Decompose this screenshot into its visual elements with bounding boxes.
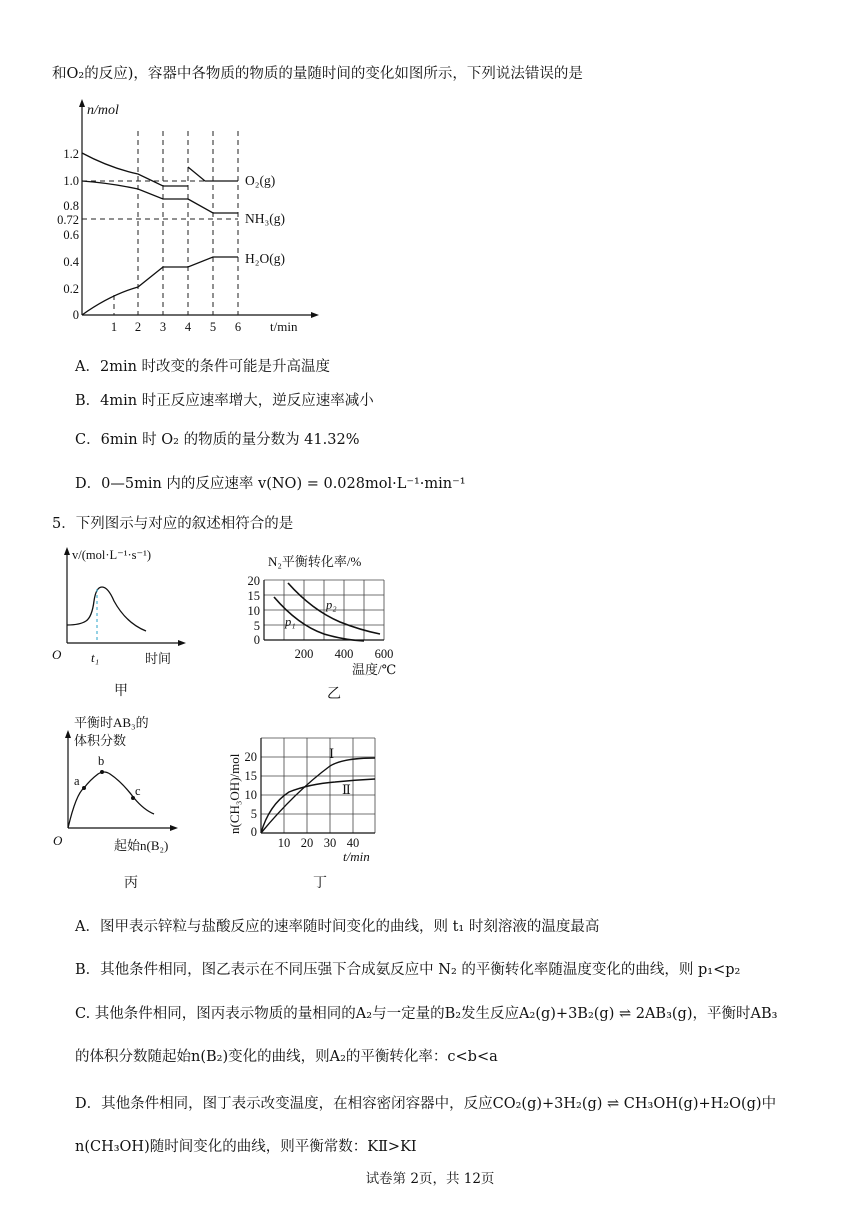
q4-xtick: 2 (134, 320, 142, 334)
fig-ding (225, 730, 395, 865)
q4-ytick: 0.4 (63, 255, 79, 269)
fig-ding-caption: 丁 (313, 875, 327, 891)
q5-option-d-line2: n(CH₃OH)随时间变化的曲线，则平衡常数：KⅡ>KⅠ (75, 1139, 417, 1155)
q5-option-d-line1: D．其他条件相同，图丁表示改变温度，在相容密闭容器中，反应CO₂(g)+3H₂(g) ⇌ CH₃OH(g)+H₂O(g)中 (75, 1096, 777, 1112)
q4-option-a: A．2min 时改变的条件可能是升高温度 (75, 359, 331, 375)
fig-yi-ytick: 0 (253, 633, 260, 647)
fig-bing-caption: 丙 (124, 875, 138, 891)
fig-ding-curve-1: Ⅰ (329, 746, 335, 761)
fig-bing-origin: O (53, 833, 63, 848)
q4-xtick: 3 (159, 320, 167, 334)
fig-yi-ytick: 20 (247, 574, 260, 588)
fig-yi-x-label: 温度/℃ (352, 662, 397, 677)
q5-stem: 5．下列图示与对应的叙述相符合的是 (52, 516, 294, 532)
fig-yi-y-label: N₂平衡转化率/% (268, 554, 362, 569)
fig-bing (50, 712, 190, 862)
q5-option-c-line2: 的体积分数随起始n(B₂)变化的曲线，则A₂的平衡转化率：c<b<a (75, 1049, 498, 1065)
fig-bing-y-label-1: 平衡时AB₃的 (74, 715, 149, 730)
fig-ding-xtick: 10 (277, 836, 291, 850)
fig-yi-xtick: 400 (334, 647, 354, 661)
fig-ding-ytick: 0 (250, 825, 257, 839)
q4-ytick: 0.72 (57, 213, 79, 227)
q4-xtick: 1 (110, 320, 118, 334)
fig-jia-x-label: 时间 (145, 651, 172, 666)
fig-yi-p2: p₂ (326, 598, 337, 612)
q4-x-axis-label: t/min (270, 319, 298, 334)
q4-ytick: 0.6 (63, 228, 79, 242)
q4-series-label-h2o: H₂O(g) (245, 251, 285, 266)
fig-yi-p1: p₁ (285, 615, 296, 629)
fig-yi-ytick: 5 (253, 619, 260, 633)
fig-jia (50, 543, 190, 673)
fig-bing-y-label-2: 体积分数 (74, 733, 127, 748)
fig-ding-y-label: n(CH₃OH)/mol (227, 753, 242, 834)
q4-curves (82, 153, 238, 315)
fig-yi-ytick: 10 (247, 604, 260, 618)
fig-jia-t1: t₁ (91, 650, 100, 665)
page-footer: 试卷第 2页，共 12页 (365, 1171, 495, 1187)
fig-jia-origin: O (52, 647, 62, 662)
fig-yi (240, 550, 410, 685)
q4-series-label-o2: O₂(g) (245, 173, 276, 188)
fig-yi-xtick: 600 (374, 647, 394, 661)
fig-ding-ytick: 5 (250, 807, 257, 821)
fig-ding-curve-2: Ⅱ (342, 782, 351, 797)
fig-ding-xtick: 20 (300, 836, 314, 850)
q5-option-b: B．其他条件相同，图乙表示在不同压强下合成氨反应中 N₂ 的平衡转化率随温度变化的曲线，则 p₁<p₂ (75, 962, 741, 978)
q4-ytick: 0.2 (63, 282, 79, 296)
fig-ding-ytick: 20 (244, 750, 257, 764)
fig-bing-point-c: c (135, 784, 141, 798)
fig-bing-point-a: a (74, 774, 80, 788)
fig-ding-ytick: 15 (244, 769, 257, 783)
fig-yi-xtick: 200 (294, 647, 314, 661)
fig-ding-xtick: 40 (346, 836, 360, 850)
fig-yi-ytick: 15 (247, 589, 260, 603)
q4-xtick: 5 (209, 320, 217, 334)
fig-ding-x-label: t/min (343, 849, 370, 864)
fig-ding-xtick: 30 (323, 836, 337, 850)
q4-ytick: 0 (72, 308, 79, 322)
q4-graph (55, 95, 325, 335)
q4-series-label-nh3: NH₃(g) (245, 211, 285, 226)
q4-y-axis-label: n/mol (87, 103, 119, 118)
fig-bing-x-label: 起始n(B₂) (114, 838, 169, 853)
q4-ytick: 1.0 (63, 174, 79, 188)
q4-ytick: 1.2 (63, 147, 79, 161)
fig-jia-caption: 甲 (114, 683, 128, 699)
q5-option-a: A．图甲表示锌粒与盐酸反应的速率随时间变化的曲线，则 t₁ 时刻溶液的温度最高 (75, 919, 600, 935)
q4-option-b: B．4min 时正反应速率增大，逆反应速率减小 (75, 393, 374, 409)
fig-bing-point-b: b (98, 754, 105, 768)
fig-jia-y-label: v/(mol·L⁻¹·s⁻¹) (72, 548, 152, 562)
q5-option-c-line1: C. 其他条件相同，图丙表示物质的量相同的A₂与一定量的B₂发生反应A₂(g)+3B₂(g) ⇌ 2AB₃(g)，平衡时AB₃ (75, 1006, 778, 1022)
question-intro: 和O₂的反应)，容器中各物质的物质的量随时间的变化如图所示，下列说法错误的是 (52, 66, 583, 82)
q4-option-d: D．0—5min 内的反应速率 v(NO) = 0.028mol·L⁻¹·min⁻¹ (75, 476, 466, 492)
q4-xtick: 4 (184, 320, 192, 334)
fig-yi-caption: 乙 (327, 686, 341, 702)
q4-option-c: C．6min 时 O₂ 的物质的量分数为 41.32% (75, 432, 360, 448)
q4-xtick: 6 (234, 320, 242, 334)
q4-ytick: 0.8 (63, 199, 79, 213)
fig-ding-ytick: 10 (244, 788, 257, 802)
